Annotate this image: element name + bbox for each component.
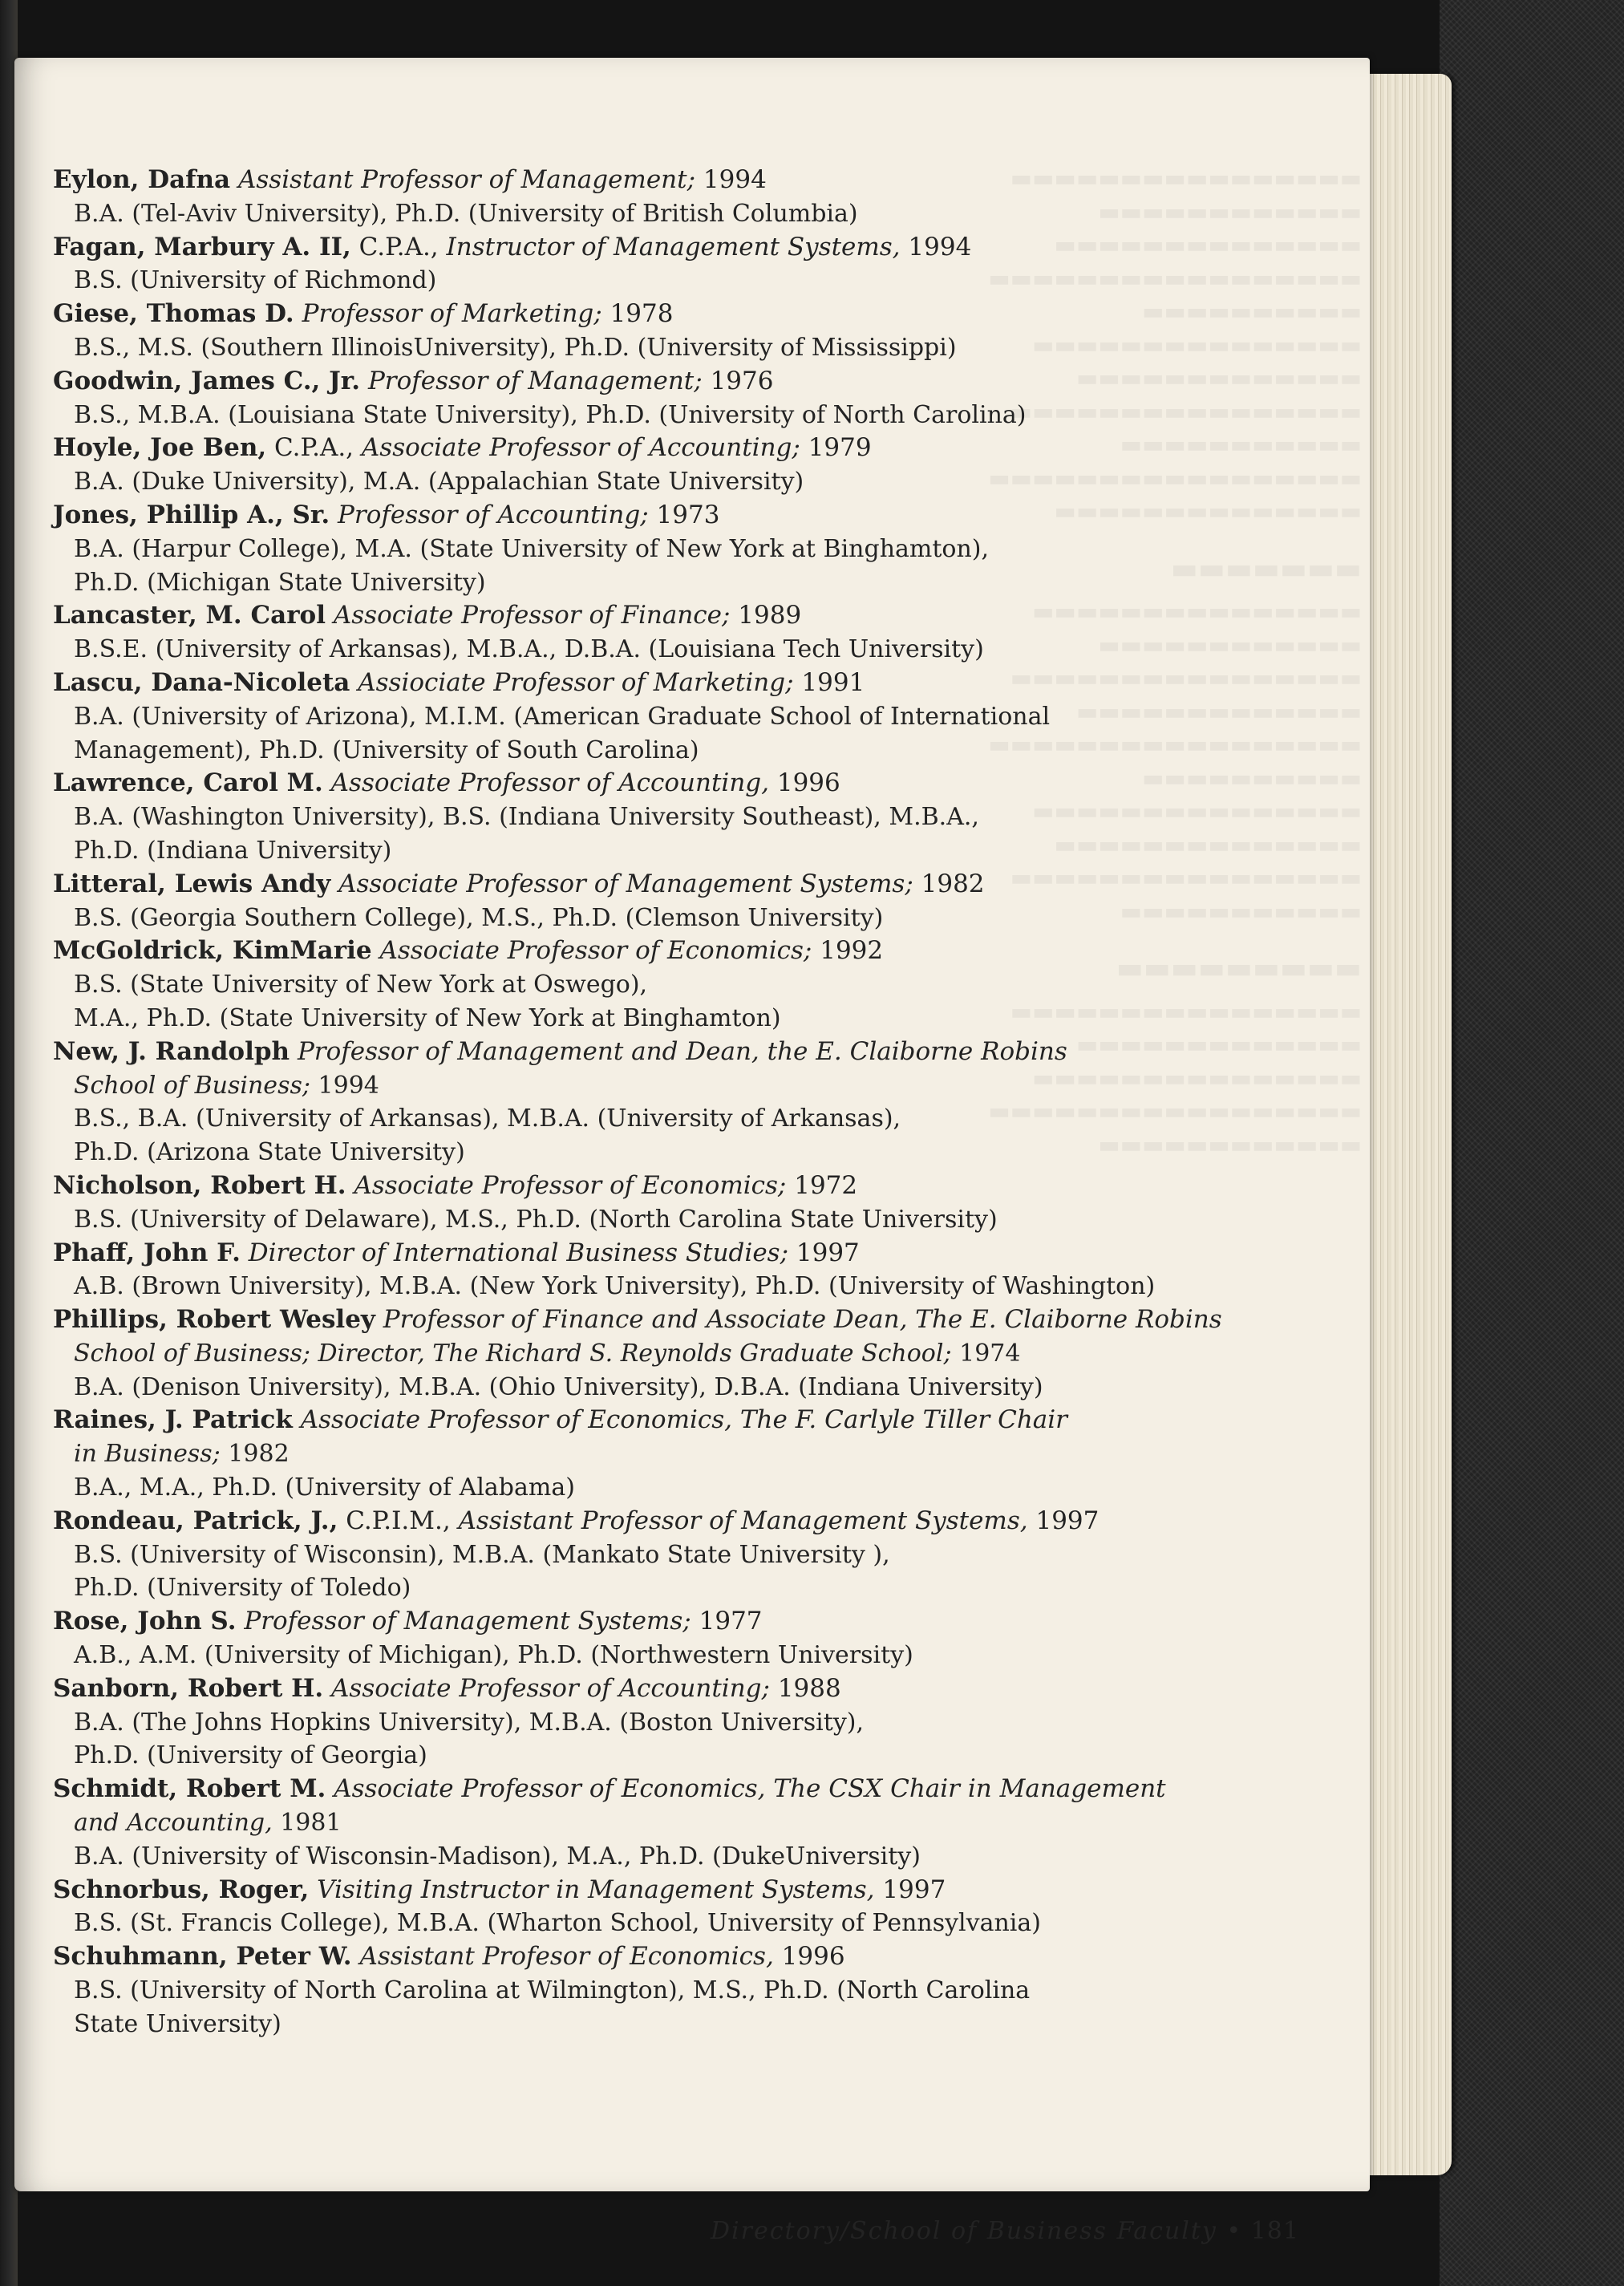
faculty-year: 1997	[796, 1238, 860, 1267]
faculty-education: B.S. (State University of New York at Oswego),	[74, 971, 648, 999]
faculty-title: Associate Professor of Accounting;	[331, 1673, 770, 1703]
faculty-name: Lancaster, M. Carol	[53, 601, 326, 630]
faculty-education: B.A. (The Johns Hopkins University), M.B.A. (Boston University),	[74, 1708, 865, 1737]
faculty-education: B.S. (University of North Carolina at Wilmington), M.S., Ph.D. (North Carolina	[74, 1976, 1031, 2005]
faculty-education: Management), Ph.D. (University of South Carolina)	[74, 736, 699, 764]
faculty-entry	[53, 365, 1304, 432]
faculty-education: B.A., M.A., Ph.D. (University of Alabama)	[74, 1473, 575, 1502]
faculty-year: 1994	[908, 232, 972, 261]
faculty-name: Fagan, Marbury A. II,	[53, 232, 351, 261]
faculty-name: Schuhmann, Peter W.	[53, 1942, 352, 1972]
faculty-name: Litteral, Lewis Andy	[53, 869, 331, 898]
faculty-heading-line	[53, 767, 1304, 801]
faculty-year: 1972	[794, 1170, 858, 1200]
faculty-entry	[53, 599, 1304, 667]
faculty-directory-list	[53, 164, 1304, 2041]
faculty-title-continued-line	[53, 1337, 1304, 1371]
faculty-name: Rose, John S.	[53, 1607, 237, 1636]
page-edges	[1355, 74, 1452, 2175]
faculty-heading-line	[53, 298, 1304, 331]
faculty-title: Professor of Management;	[367, 366, 703, 395]
faculty-heading-line	[53, 934, 1304, 968]
faculty-name: Hoyle, Joe Ben,	[53, 433, 267, 463]
faculty-title: Assistant Profesor of Economics,	[359, 1942, 774, 1972]
faculty-name: Jones, Phillip A., Sr.	[53, 500, 330, 529]
faculty-year: 1988	[777, 1673, 841, 1703]
faculty-title: Director of International Business Studies;	[248, 1238, 789, 1267]
faculty-education: B.A. (University of Arizona), M.I.M. (American Graduate School of International	[74, 702, 1051, 731]
faculty-title: Professor of Finance and Associate Dean, The E. Claiborne Robins	[383, 1305, 1222, 1335]
faculty-name: Schnorbus, Roger,	[53, 1875, 310, 1904]
faculty-year: 1981	[280, 1809, 342, 1838]
page-number: 181	[1250, 2217, 1299, 2245]
faculty-name: New, J. Randolph	[53, 1036, 290, 1066]
faculty-education: Ph.D. (Indiana University)	[74, 836, 392, 865]
faculty-entry	[53, 1672, 1304, 1773]
show-through-texture: ▬▬▬▬▬▬▬▬▬▬▬▬▬▬▬▬ ▬▬▬▬▬▬▬▬▬▬▬▬ ▬▬▬▬▬▬▬▬▬▬▬▬▬▬ ▬▬▬▬▬▬▬▬▬▬▬▬▬▬▬▬▬ ▬▬▬▬▬▬▬▬▬▬ ▬▬▬▬▬▬▬▬▬▬▬▬▬▬▬ ▬▬▬▬▬▬▬▬▬▬▬▬▬ ▬▬▬▬▬▬▬▬▬▬▬▬▬▬▬▬ ▬▬▬▬▬▬▬▬▬▬▬ ▬▬▬▬▬▬▬▬▬▬▬▬▬▬▬▬▬ ▬▬▬▬▬▬▬▬▬▬▬▬▬▬ ▬▬▬▬▬▬▬ ▬▬▬▬▬▬▬▬▬▬▬▬▬▬▬ ▬▬▬▬▬▬▬▬▬▬▬▬ ▬▬▬▬▬▬▬▬▬▬▬▬▬▬▬▬ ▬▬▬▬▬▬▬▬▬▬▬▬▬ ▬▬▬▬▬▬▬▬▬▬▬▬▬▬▬▬▬ ▬▬▬▬▬▬▬▬▬▬ ▬▬▬▬▬▬▬▬▬▬▬▬▬▬▬ ▬▬▬▬▬▬▬▬▬▬▬▬▬▬ ▬▬▬▬▬▬▬▬▬▬▬▬▬▬▬▬ ▬▬▬▬▬▬▬▬▬▬▬ ▬▬▬▬▬▬▬▬▬ ▬▬▬▬▬▬▬▬▬▬▬▬▬▬▬▬ ▬▬▬▬▬▬▬▬▬▬▬▬▬ ▬▬▬▬▬▬▬▬▬▬▬▬▬▬▬ ▬▬▬▬▬▬▬▬▬▬▬▬▬▬▬▬▬ ▬▬▬▬▬▬▬▬▬▬▬▬	[988, 164, 1362, 1158]
faculty-education: B.A. (Washington University), B.S. (Indiana University Southeast), M.B.A.,	[74, 803, 979, 832]
faculty-heading-line	[53, 667, 1304, 700]
faculty-education: B.S. (University of Delaware), M.S., Ph.D. (North Carolina State University)	[74, 1205, 998, 1234]
faculty-entry	[53, 1036, 1304, 1169]
faculty-education: B.S. (St. Francis College), M.B.A. (Wharton School, University of Pennsylvania)	[74, 1909, 1041, 1938]
faculty-title-continued-line	[53, 1069, 1304, 1103]
faculty-education: B.S., M.S. (Southern IllinoisUniversity), Ph.D. (University of Mississippi)	[74, 333, 957, 362]
faculty-title-continued: and Accounting,	[74, 1809, 273, 1838]
faculty-name: Lascu, Dana-Nicoleta	[53, 667, 350, 697]
faculty-year: 1991	[801, 667, 865, 697]
faculty-title: Associate Professor of Accounting;	[361, 433, 800, 463]
faculty-name: Schmidt, Robert M.	[53, 1774, 326, 1804]
faculty-title: Associate Professor of Economics, The F. Carlyle Tiller Chair	[300, 1405, 1067, 1435]
faculty-heading-line	[53, 499, 1304, 533]
faculty-heading-line	[53, 1505, 1304, 1538]
faculty-heading-line	[53, 868, 1304, 902]
faculty-education: B.A. (Tel-Aviv University), Ph.D. (University of British Columbia)	[74, 199, 858, 228]
faculty-heading-line	[53, 365, 1304, 399]
faculty-title: Professor of Accounting;	[338, 500, 649, 529]
faculty-entry	[53, 231, 1304, 298]
faculty-credential: C.P.A.,	[358, 232, 439, 261]
faculty-education: B.A. (Denison University), M.B.A. (Ohio University), D.B.A. (Indiana University)	[74, 1372, 1043, 1401]
faculty-credential: C.P.I.M.,	[346, 1506, 451, 1535]
faculty-title: Associate Professor of Management Systems;	[338, 869, 913, 898]
faculty-year: 1973	[656, 500, 720, 529]
faculty-education: B.S. (Georgia Southern College), M.S., Ph.D. (Clemson University)	[74, 903, 884, 932]
faculty-heading-line	[53, 231, 1304, 265]
faculty-name: McGoldrick, KimMarie	[53, 936, 372, 966]
faculty-heading-line	[53, 599, 1304, 633]
page-footer	[711, 2217, 1299, 2245]
faculty-year: 1992	[820, 936, 884, 966]
faculty-year: 1989	[738, 601, 802, 630]
faculty-heading-line	[53, 1672, 1304, 1706]
faculty-education: B.A. (Duke University), M.A. (Appalachian State University)	[74, 468, 804, 497]
faculty-year: 1994	[703, 165, 767, 194]
faculty-heading-line	[53, 432, 1304, 465]
faculty-heading-line	[53, 1169, 1304, 1203]
faculty-year: 1979	[808, 433, 872, 463]
faculty-entry	[53, 432, 1304, 499]
faculty-title-continued: School of Business;	[74, 1071, 310, 1100]
faculty-year: 1976	[710, 366, 774, 395]
faculty-title: Professor of Management Systems;	[244, 1607, 691, 1636]
faculty-education: B.S. (University of Wisconsin), M.B.A. (Mankato State University ),	[74, 1540, 890, 1569]
faculty-entry	[53, 1605, 1304, 1672]
faculty-year: 1997	[1035, 1506, 1100, 1535]
book-page	[14, 58, 1370, 2245]
faculty-entry	[53, 499, 1304, 599]
faculty-education: B.A. (Harpur College), M.A. (State University of New York at Binghamton),	[74, 534, 990, 563]
faculty-name: Raines, J. Patrick	[53, 1405, 293, 1435]
faculty-year: 1982	[228, 1440, 290, 1469]
faculty-entry	[53, 1874, 1304, 1941]
faculty-entry	[53, 934, 1304, 1035]
faculty-education: B.A. (University of Wisconsin-Madison), M.A., Ph.D. (DukeUniversity)	[74, 1842, 921, 1871]
faculty-title-continued: in Business;	[74, 1440, 221, 1469]
faculty-name: Goodwin, James C., Jr.	[53, 366, 361, 395]
faculty-year: 1977	[699, 1607, 763, 1636]
faculty-entry	[53, 164, 1304, 231]
faculty-title: Assistant Professor of Management;	[238, 165, 696, 194]
faculty-name: Phillips, Robert Wesley	[53, 1305, 375, 1335]
faculty-title: Assistant Professor of Management Systems,	[458, 1506, 1028, 1535]
faculty-heading-line	[53, 1940, 1304, 1974]
footer-section-title: Directory/School of Business Faculty	[711, 2217, 1217, 2245]
faculty-heading-line	[53, 1036, 1304, 1069]
faculty-heading-line	[53, 1874, 1304, 1907]
faculty-heading-line	[53, 1773, 1304, 1806]
faculty-entry	[53, 1169, 1304, 1237]
faculty-title: Associate Professor of Economics, The CSX Chair in Management	[334, 1774, 1166, 1804]
faculty-name: Nicholson, Robert H.	[53, 1170, 346, 1200]
faculty-year: 1982	[921, 869, 985, 898]
faculty-title-continued-line	[53, 1806, 1304, 1840]
faculty-title: Instructor of Management Systems,	[446, 232, 901, 261]
faculty-education: B.S., M.B.A. (Louisiana State University), Ph.D. (University of North Carolina)	[74, 400, 1027, 429]
faculty-title-continued: School of Business; Director, The Richard S. Reynolds Graduate School;	[74, 1339, 952, 1368]
faculty-year: 1994	[318, 1071, 379, 1100]
faculty-heading-line	[53, 1237, 1304, 1271]
faculty-education: A.B. (Brown University), M.B.A. (New York University), Ph.D. (University of Washington)	[74, 1272, 1156, 1301]
faculty-title: Visiting Instructor in Management Systems,	[317, 1875, 875, 1904]
faculty-heading-line	[53, 1303, 1304, 1337]
faculty-education: M.A., Ph.D. (State University of New York at Binghamton)	[74, 1003, 781, 1032]
faculty-entry	[53, 1303, 1304, 1404]
faculty-entry	[53, 298, 1304, 365]
faculty-entry	[53, 1505, 1304, 1605]
faculty-title: Associate Professor of Economics;	[354, 1170, 787, 1200]
faculty-name: Giese, Thomas D.	[53, 299, 294, 329]
faculty-education: State University)	[74, 2009, 281, 2038]
faculty-entry	[53, 667, 1304, 767]
faculty-year: 1997	[882, 1875, 946, 1904]
faculty-heading-line	[53, 164, 1304, 197]
faculty-year: 1974	[959, 1339, 1021, 1368]
faculty-education: Ph.D. (University of Georgia)	[74, 1741, 427, 1770]
faculty-entry	[53, 1940, 1304, 2041]
faculty-credential: C.P.A.,	[274, 433, 354, 463]
faculty-education: A.B., A.M. (University of Michigan), Ph.D. (Northwestern University)	[74, 1641, 913, 1670]
faculty-entry	[53, 767, 1304, 867]
footer-bullet: •	[1226, 2217, 1242, 2245]
faculty-title: Associate Professor of Accounting,	[330, 768, 769, 798]
faculty-title: Professor of Management and Dean, the E. Claiborne Robins	[297, 1036, 1067, 1066]
faculty-title: Professor of Marketing;	[302, 299, 602, 329]
faculty-year: 1996	[776, 768, 840, 798]
faculty-entry	[53, 1404, 1304, 1504]
faculty-name: Eylon, Dafna	[53, 165, 231, 194]
faculty-title: Assiociate Professor of Marketing;	[358, 667, 794, 697]
faculty-entry	[53, 868, 1304, 935]
faculty-name: Lawrence, Carol M.	[53, 768, 323, 798]
faculty-heading-line	[53, 1404, 1304, 1437]
faculty-education: Ph.D. (Michigan State University)	[74, 568, 486, 597]
faculty-entry	[53, 1237, 1304, 1304]
faculty-title-continued-line	[53, 1437, 1304, 1471]
faculty-education: Ph.D. (University of Toledo)	[74, 1574, 411, 1603]
faculty-heading-line	[53, 1605, 1304, 1639]
faculty-entry	[53, 1773, 1304, 1873]
faculty-name: Sanborn, Robert H.	[53, 1673, 324, 1703]
faculty-name: Rondeau, Patrick, J.,	[53, 1506, 338, 1535]
book-cover	[1440, 0, 1624, 2286]
faculty-title: Associate Professor of Economics;	[379, 936, 812, 966]
faculty-education: B.S.E. (University of Arkansas), M.B.A., D.B.A. (Louisiana Tech University)	[74, 635, 984, 664]
faculty-education: B.S. (University of Richmond)	[74, 266, 437, 295]
faculty-year: 1978	[610, 299, 674, 329]
faculty-education: Ph.D. (Arizona State University)	[74, 1138, 465, 1167]
faculty-name: Phaff, John F.	[53, 1238, 241, 1267]
faculty-education: B.S., B.A. (University of Arkansas), M.B.A. (University of Arkansas),	[74, 1104, 901, 1133]
faculty-year: 1996	[781, 1942, 845, 1972]
faculty-title: Associate Professor of Finance;	[333, 601, 731, 630]
